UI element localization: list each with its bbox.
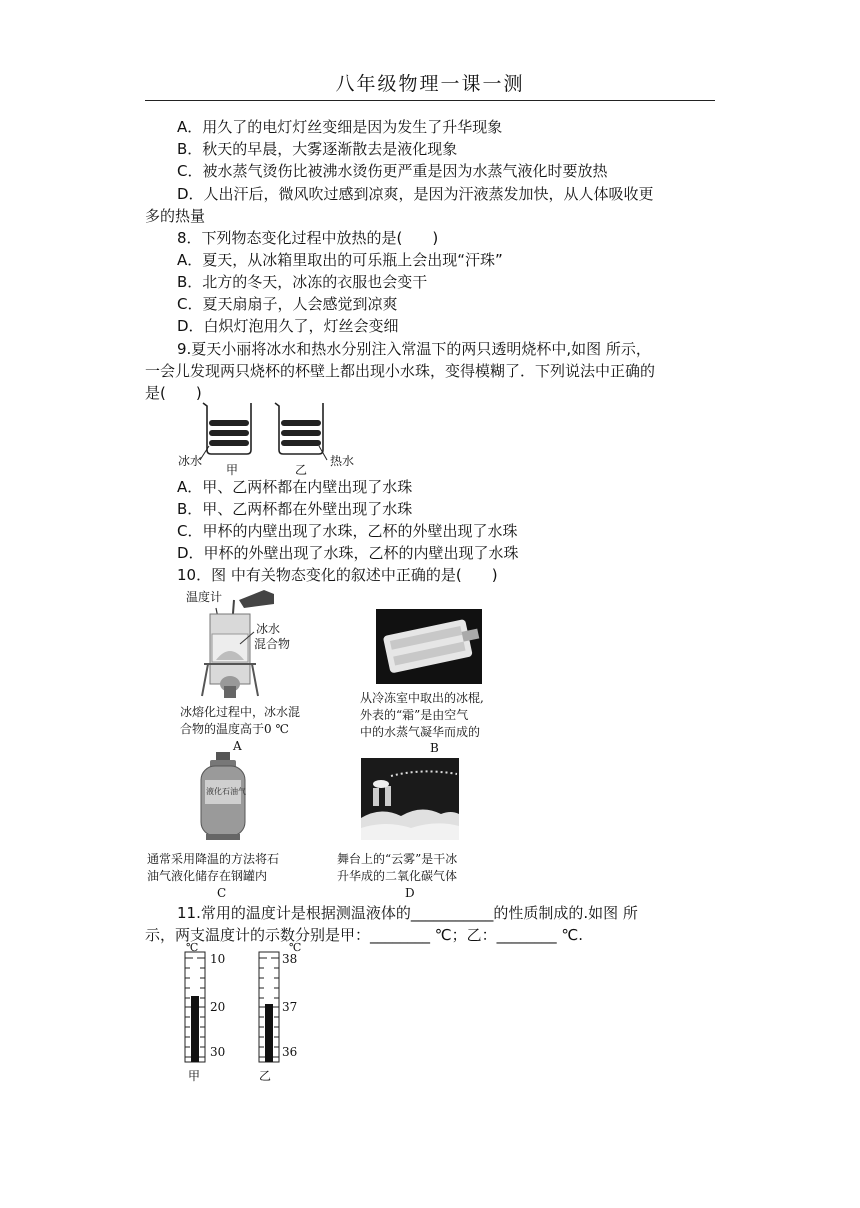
- tick-jia-20: 20: [210, 1000, 226, 1014]
- figure-b-popsicle-photo: [376, 609, 482, 684]
- caption-d-2: 升华成的二氧化碳气体: [337, 869, 458, 883]
- letter-d: D: [405, 886, 415, 900]
- caption-a-1: 冰熔化过程中，冰水混: [180, 705, 301, 719]
- unit-yi: ℃: [289, 941, 302, 954]
- q7-option-c: C．被水蒸气烫伤比被沸水烫伤更严重是因为水蒸气液化时要放热: [177, 162, 608, 180]
- q7-option-d-cont: 多的热量: [145, 207, 206, 225]
- liquid-column-jia: [191, 996, 199, 1062]
- label-yi: 乙: [295, 463, 308, 477]
- tick-yi-38: 38: [282, 952, 298, 966]
- q8-option-c: C．夏天扇扇子，人会感觉到凉爽: [177, 295, 398, 313]
- q8-stem: 8．下列物态变化过程中放热的是( ): [177, 229, 439, 247]
- label-thermometer: 温度计: [186, 590, 223, 604]
- figure-c-gas-tank: [196, 752, 251, 842]
- q8-option-d: D．白炽灯泡用久了，灯丝会变细: [177, 317, 399, 335]
- tick-jia-10: 10: [210, 952, 226, 966]
- caption-d-1: 舞台上的“云雾”是干冰: [337, 852, 458, 866]
- label-ice-water-mix-2: 混合物: [254, 637, 291, 651]
- q9-stem-1: 9.夏天小丽将冰水和热水分别注入常温下的两只透明烧杯中,如图 所示，: [177, 340, 651, 358]
- label-jia: 甲: [226, 463, 239, 477]
- q7-option-d: D．人出汗后，微风吹过感到凉爽，是因为汗液蒸发加快，从人体吸收更: [177, 185, 654, 203]
- caption-b-2: 外表的“霜”是由空气: [360, 708, 469, 722]
- caption-b-3: 中的水蒸气凝华而成的: [360, 725, 481, 739]
- label-ice-water: 冰水: [178, 454, 203, 468]
- caption-c-2: 油气液化储存在钢罐内: [147, 869, 268, 883]
- q9-stem-2: 一会儿发现两只烧杯的杯壁上都出现小水珠，变得模糊了．下列说法中正确的: [145, 362, 656, 380]
- q9-option-a: A．甲、乙两杯都在内壁出现了水珠: [177, 478, 413, 496]
- tick-jia-30: 30: [210, 1045, 226, 1059]
- thermometer-yi-label: 乙: [259, 1069, 272, 1083]
- beaker-yi: [275, 403, 323, 454]
- thermometer-jia-label: 甲: [188, 1069, 201, 1083]
- caption-a-2: 合物的温度高于0 ℃: [180, 722, 289, 736]
- label-ice-water-mix-1: 冰水: [256, 622, 281, 636]
- q11-line-2: 示，两支温度计的示数分别是甲：________ ℃；乙：________ ℃.: [145, 926, 583, 944]
- letter-c: C: [217, 886, 227, 900]
- tick-yi-36: 36: [282, 1045, 298, 1059]
- caption-b-1: 从冷冻室中取出的冰棍,: [360, 691, 484, 705]
- q10-stem: 10．图 中有关物态变化的叙述中正确的是( ): [177, 566, 498, 584]
- q11-line-1: 11.常用的温度计是根据测温液体的___________的性质制成的.如图 所: [177, 904, 638, 922]
- q7-option-a: A．用久了的电灯灯丝变细是因为发生了升华现象: [177, 118, 503, 136]
- tick-yi-37: 37: [282, 1000, 298, 1014]
- q7-option-b: B．秋天的早晨，大雾逐渐散去是液化现象: [177, 140, 458, 158]
- label-hot-water: 热水: [330, 454, 355, 468]
- caption-c-1: 通常采用降温的方法将石: [147, 852, 280, 866]
- page-header: [145, 68, 715, 101]
- page-title: 八年级物理一课一测: [335, 73, 525, 95]
- q9-option-b: B．甲、乙两杯都在外壁出现了水珠: [177, 500, 413, 518]
- water-yi: [281, 420, 321, 446]
- q9-option-d: D．甲杯的外壁出现了水珠，乙杯的内壁出现了水珠: [177, 544, 519, 562]
- beaker-jia: [203, 403, 251, 454]
- tank-label: 液化石油气: [206, 787, 246, 796]
- q8-option-a: A．夏天，从冰箱里取出的可乐瓶上会出现“汗珠”: [177, 251, 503, 269]
- q8-option-b: B．北方的冬天，冰冻的衣服也会变干: [177, 273, 428, 291]
- letter-a: A: [233, 739, 242, 753]
- q9-stem-3: 是( ): [145, 384, 202, 402]
- water-jia: [209, 420, 249, 446]
- liquid-column-yi: [265, 1004, 273, 1062]
- letter-b: B: [430, 741, 439, 755]
- q9-option-c: C．甲杯的内壁出现了水珠，乙杯的外壁出现了水珠: [177, 522, 518, 540]
- figure-d-stage-fog-photo: [361, 758, 459, 840]
- unit-jia: ℃: [186, 941, 199, 954]
